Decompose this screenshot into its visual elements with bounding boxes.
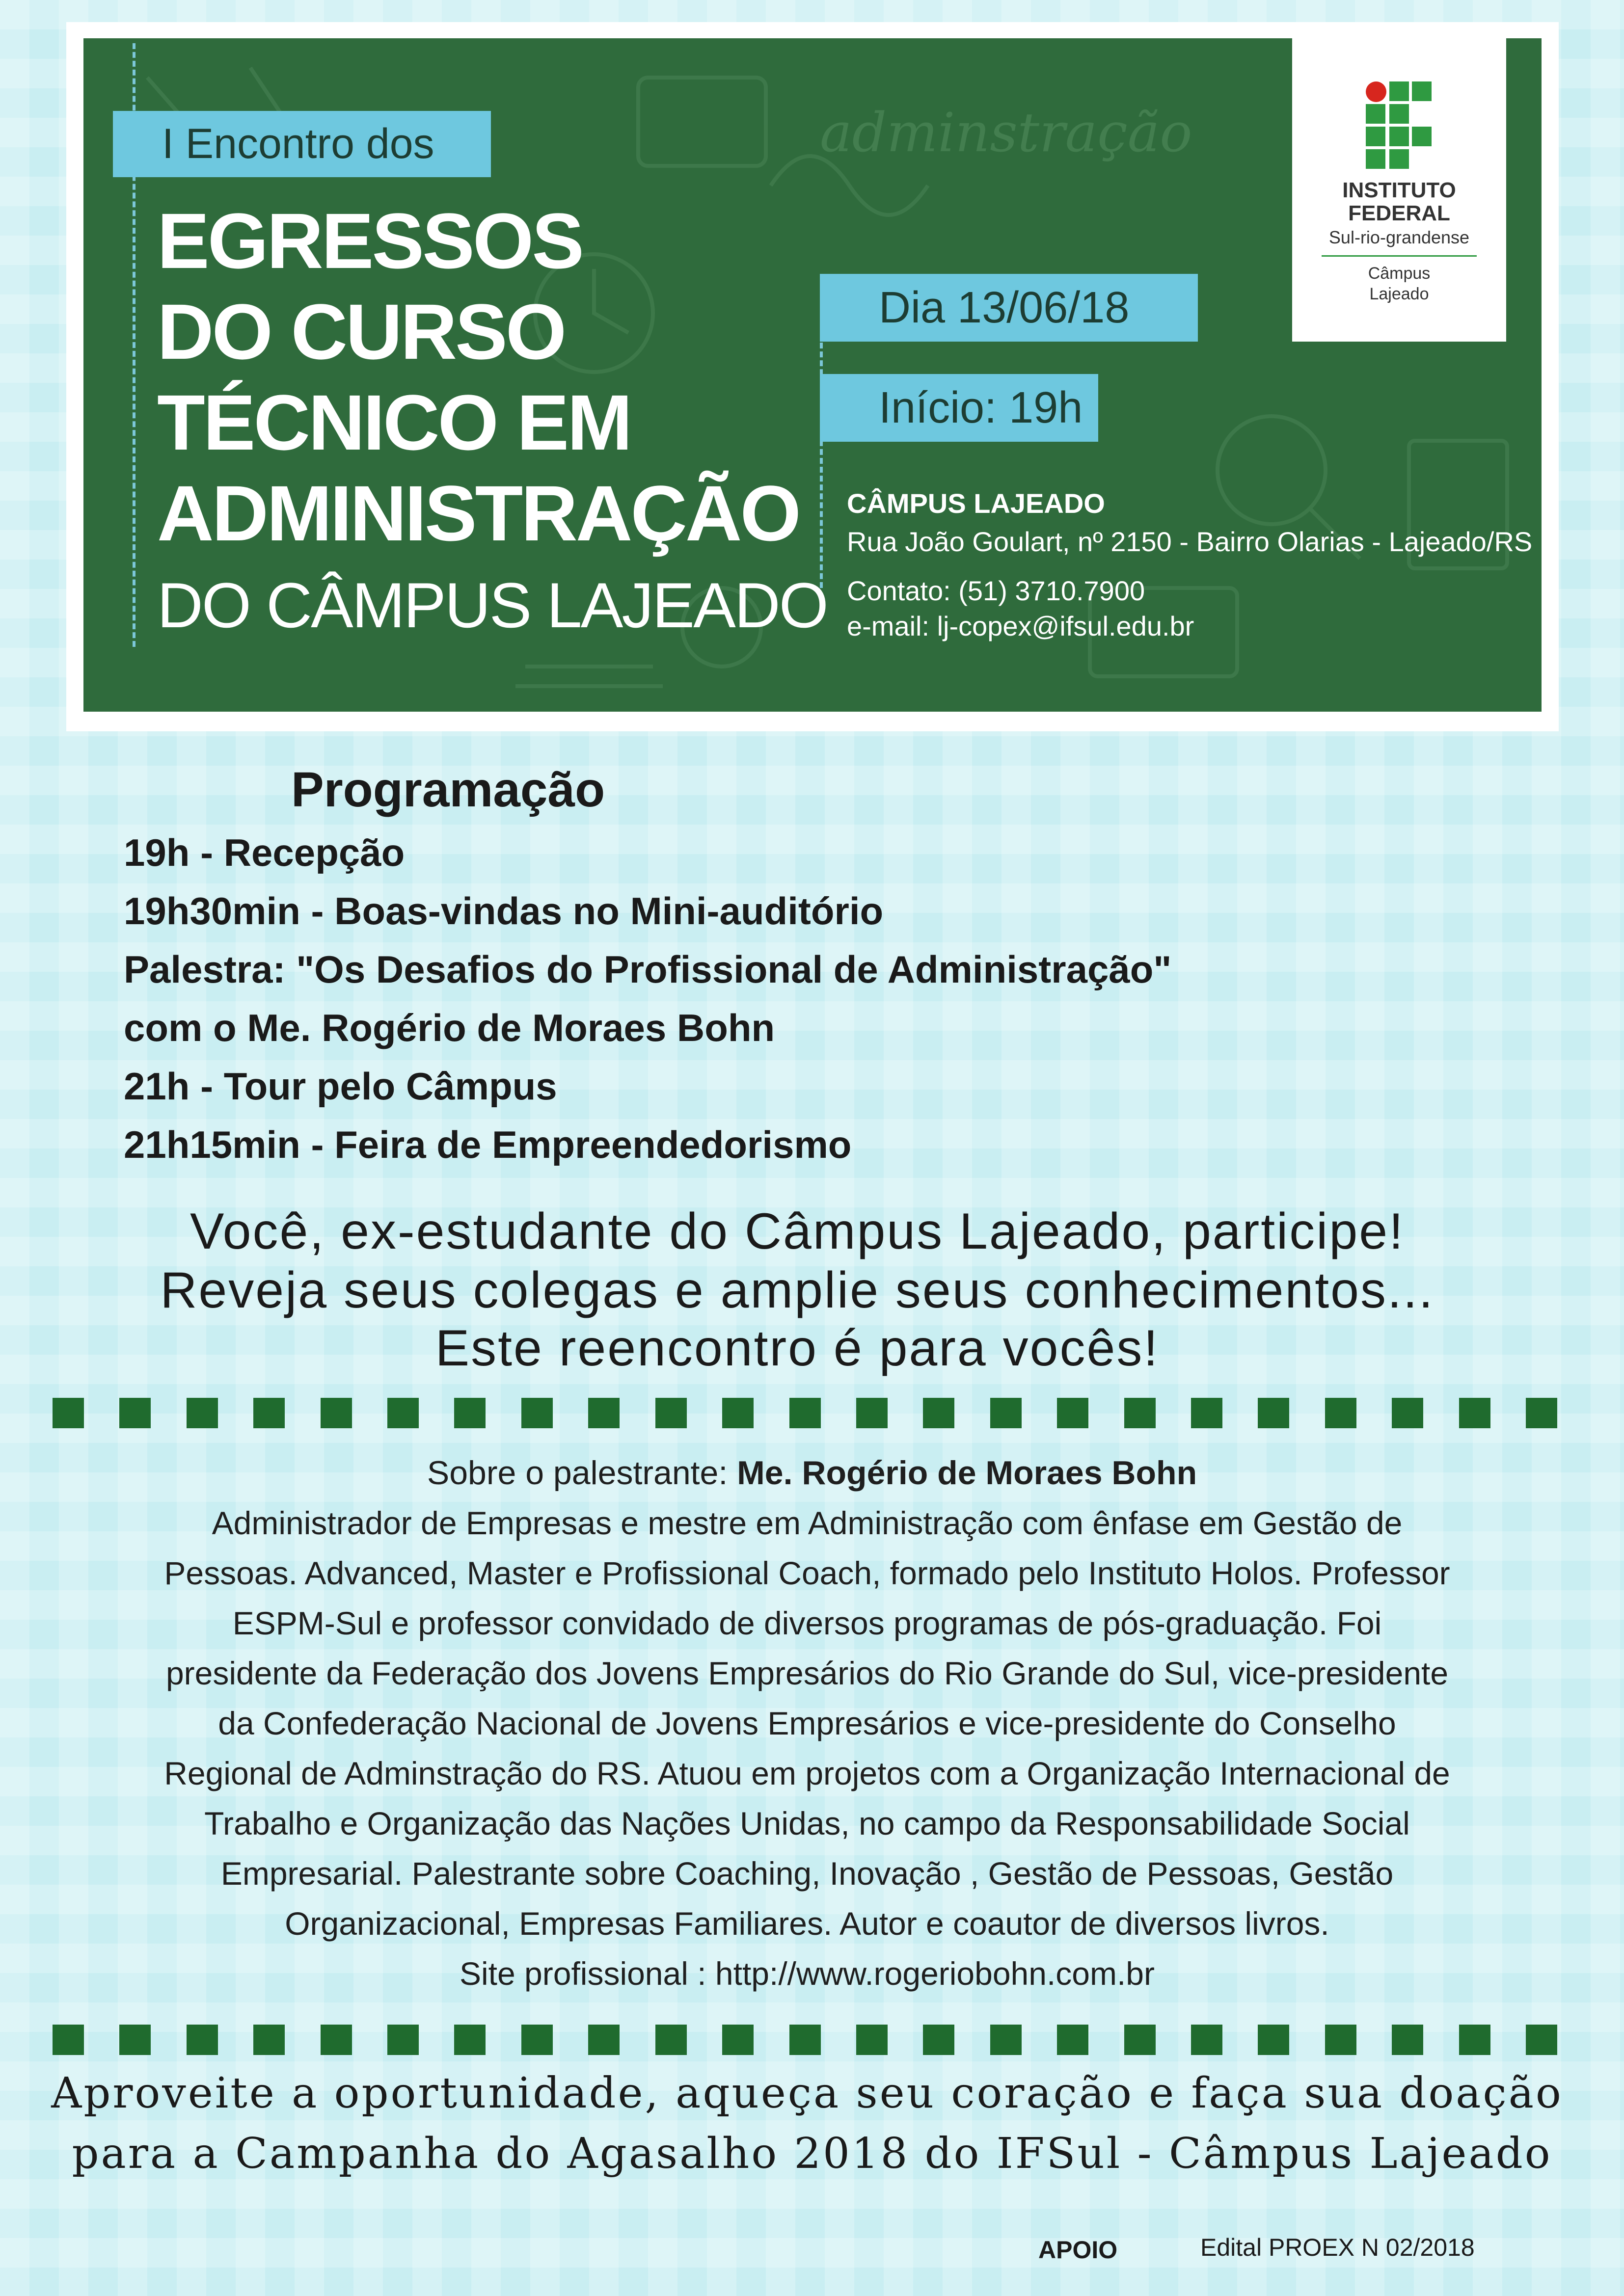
divider-square [923,1398,954,1428]
divider-square [321,1398,352,1428]
program-item: 21h15min - Feira de Empreendedorismo [124,1123,852,1166]
event-edition-tag: I Encontro dos [113,111,491,177]
divider-square [789,1398,821,1428]
event-title-line-2: DO CURSO [157,288,565,375]
divider-square [722,2025,754,2055]
divider-square [387,2025,419,2055]
invite-line: Você, ex-estudante do Câmpus Lajeado, participe! [190,1203,1405,1260]
divider-square [1124,2025,1156,2055]
logo-line-campus: Câmpus [1368,264,1431,283]
speaker-bio-line: Empresarial. Palestrante sobre Coaching, Inovação , Gestão de Pessoas, Gestão [220,1855,1394,1892]
divider-square [187,2025,218,2055]
speaker-bio-line: da Confederação Nacional de Jovens Empresários e vice-presidente do Conselho [218,1705,1396,1741]
logo-divider [1322,255,1477,257]
divider-square [521,2025,553,2055]
divider-square [1124,1398,1156,1428]
divider-square [187,1398,218,1428]
logo-line-lajeado: Lajeado [1369,285,1429,303]
support-label: APOIO [1038,2236,1118,2264]
logo-line-federal: FEDERAL [1348,201,1450,225]
square-divider [53,2025,1557,2055]
divider-square [990,2025,1022,2055]
speaker-bio-line: presidente da Federação dos Jovens Empresários do Rio Grande do Sul, vice-presidente [165,1655,1449,1691]
event-title-line-1: EGRESSOS [157,197,583,285]
divider-square [119,1398,151,1428]
speaker-intro: Sobre o palestrante: [427,1454,737,1492]
divider-square [454,2025,486,2055]
divider-square [1191,2025,1222,2055]
divider-square [923,2025,954,2055]
divider-square [521,1398,553,1428]
speaker-name: Me. Rogério de Moraes Bohn [737,1454,1197,1492]
contact-email: e-mail: lj-copex@ifsul.edu.br [847,611,1194,641]
divider-square [253,2025,285,2055]
contact-phone: Contato: (51) 3710.7900 [847,575,1145,606]
divider-square [1392,2025,1423,2055]
program-item: com o Me. Rogério de Moraes Bohn [124,1006,775,1049]
divider-square [655,1398,687,1428]
event-date-tag: Dia 13/06/18 [820,274,1198,342]
divider-square [990,1398,1022,1428]
speaker-bio-line: Pessoas. Advanced, Master e Profissional Coach, formado pelo Instituto Holos. Professor [164,1555,1450,1591]
divider-square [1057,2025,1088,2055]
svg-text:adminstração: adminstração [820,101,1192,164]
divider-square [1258,1398,1289,1428]
divider-square [588,2025,620,2055]
divider-square [53,1398,84,1428]
speaker-bio-line: Trabalho e Organização das Nações Unidas, no campo da Responsabilidade Social [204,1805,1410,1842]
speaker-heading [0,1448,1624,1498]
speaker-bio-line: Regional de Adminstração do RS. Atuou em projetos com a Organização Internacional de [164,1755,1450,1791]
campus-address: Rua João Goulart, nº 2150 - Bairro Olarias - Lajeado/RS [847,526,1533,557]
closing-line: Aproveite a oportunidade, aqueça seu coração e faça sua doação [51,2069,1563,2118]
divider-square [722,1398,754,1428]
divider-square [856,1398,888,1428]
speaker-bio-line: ESPM-Sul e professor convidado de diversos programas de pós-graduação. Foi [232,1605,1382,1641]
divider-square [321,2025,352,2055]
speaker-website: Site profissional : http://www.rogeriobohn.com.br [459,1955,1155,1992]
edital-label: Edital PROEX N 02/2018 [1200,2234,1475,2261]
divider-square [1392,1398,1423,1428]
square-divider [53,1398,1557,1428]
divider-square [1526,1398,1557,1428]
event-title-line-3: TÉCNICO EM [157,378,631,466]
invite-line: Este reencontro é para vocês! [435,1320,1160,1377]
event-title-line-4: ADMINISTRAÇÃO [157,469,799,557]
divider-square [1057,1398,1088,1428]
divider-square [119,2025,151,2055]
invite-line: Reveja seus colegas e amplie seus conhecimentos... [160,1262,1435,1319]
divider-square [1191,1398,1222,1428]
logo-line-region: Sul-rio-grandense [1328,227,1470,247]
program-item: 19h - Recepção [124,831,405,874]
divider-square [1526,2025,1557,2055]
divider-square [53,2025,84,2055]
divider-square [856,2025,888,2055]
event-subtitle: DO CÂMPUS LAJEADO [157,569,827,641]
program-item: 19h30min - Boas-vindas no Mini-auditório [124,889,884,933]
divider-square [454,1398,486,1428]
divider-square [1325,1398,1356,1428]
closing-line: para a Campanha do Agasalho 2018 do IFSul - Câmpus Lajeado [72,2129,1552,2178]
speaker-bio-line: Organizacional, Empresas Familiares. Autor e coautor de diversos livros. [285,1905,1329,1942]
program-item: 21h - Tour pelo Câmpus [124,1065,557,1108]
campus-name: CÂMPUS LAJEADO [847,488,1105,519]
divider-square [1325,2025,1356,2055]
event-start-tag: Início: 19h [820,374,1098,442]
program-item: Palestra: "Os Desafios do Profissional de Administração" [124,948,1172,991]
ifsul-logo-mark-icon [1366,81,1433,170]
divider-square [1459,2025,1490,2055]
divider-square [387,1398,419,1428]
divider-square [1258,2025,1289,2055]
institute-logo [1292,38,1506,342]
divider-square [655,2025,687,2055]
divider-square [253,1398,285,1428]
divider-square [789,2025,821,2055]
divider-square [1459,1398,1490,1428]
speaker-bio-line: Administrador de Empresas e mestre em Administração com ênfase em Gestão de [212,1505,1403,1541]
program-heading: Programação [291,762,605,817]
divider-square [588,1398,620,1428]
logo-line-instituto: INSTITUTO [1342,178,1456,202]
